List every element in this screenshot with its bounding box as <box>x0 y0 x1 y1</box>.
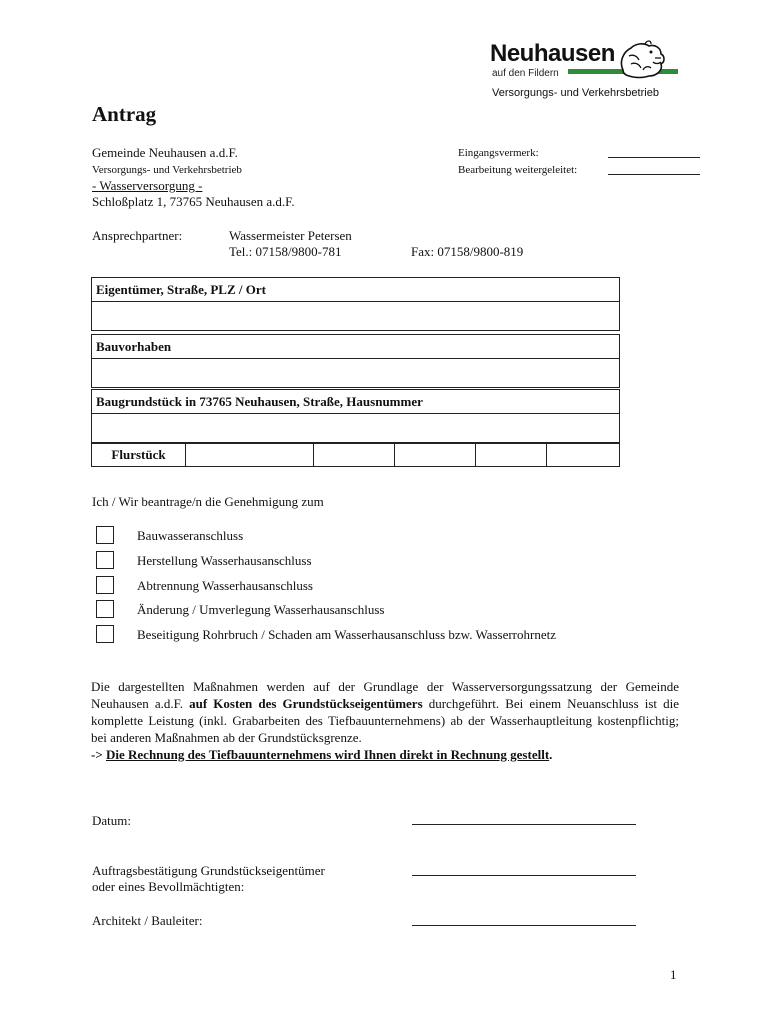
eingangsvermerk-line <box>608 157 700 158</box>
plot-label: Baugrundstück in 73765 Neuhausen, Straße, Hausnummer <box>92 390 619 414</box>
contact-fax: Fax: 07158/9800-819 <box>411 244 524 259</box>
invoice-end: . <box>549 747 553 762</box>
flurstueck-cell[interactable] <box>186 444 314 467</box>
address-division: - Wasserversorgung - <box>92 178 203 193</box>
option-label: Abtrennung Wasserhausanschluss <box>137 578 313 593</box>
bearbeitung-label: Bearbeitung weitergeleitet: <box>458 164 578 176</box>
owner-input[interactable] <box>92 302 619 330</box>
project-input[interactable] <box>92 359 619 387</box>
flurstueck-label: Flurstück <box>92 444 186 467</box>
invoice-text: Die Rechnung des Tiefbauunternehmens wird Ihnen direkt in Rechnung gestellt <box>106 747 550 762</box>
plot-box <box>91 389 620 443</box>
lion-emblem-icon <box>615 40 670 80</box>
checkbox-beseitigung[interactable] <box>96 625 114 643</box>
auftrag-label-2: oder eines Bevollmächtigten: <box>92 879 245 894</box>
page-number: 1 <box>670 967 677 982</box>
owner-label: Eigentümer, Straße, PLZ / Ort <box>92 278 619 302</box>
datum-line[interactable] <box>412 824 636 825</box>
contact-label: Ansprechpartner: <box>92 228 183 243</box>
address-department: Versorgungs- und Verkehrsbetrieb <box>92 164 242 176</box>
page-title: Antrag <box>92 102 157 126</box>
flurstueck-cell[interactable] <box>547 444 620 467</box>
invoice-line <box>91 746 679 763</box>
flurstueck-cell[interactable] <box>314 444 395 467</box>
project-box <box>91 334 620 388</box>
notice-paragraph <box>91 678 679 763</box>
datum-label: Datum: <box>92 813 131 828</box>
notice-text-2: durchgeführt. Bei einem Neuanschluss ist die komplette Leistung (inkl. Grabarbeiten des Tiefbauunternehmens) ab der Wasserhauptleitung kostenpflichtig; bei anderen Maßnahmen ab der Grundstücksgrenze. <box>91 696 680 745</box>
flurstueck-cell[interactable] <box>476 444 547 467</box>
project-label: Bauvorhaben <box>92 335 619 359</box>
option-label: Beseitigung Rohrbruch / Schaden am Wasserhausanschluss bzw. Wasserrohrnetz <box>137 627 556 642</box>
owner-box <box>91 277 620 331</box>
checkbox-aenderung[interactable] <box>96 600 114 618</box>
logo <box>490 40 690 102</box>
contact-name: Wassermeister Petersen <box>229 228 352 243</box>
contact-phone: Tel.: 07158/9800-781 <box>229 244 342 259</box>
bearbeitung-line <box>608 174 700 175</box>
logo-tagline: Versorgungs- und Verkehrsbetrieb <box>492 87 659 99</box>
flurstueck-cell[interactable] <box>395 444 476 467</box>
auftrag-label-1: Auftragsbestätigung Grundstückseigentümer <box>92 863 325 878</box>
option-label: Bauwasseranschluss <box>137 528 244 543</box>
logo-name: Neuhausen <box>490 40 615 67</box>
plot-input[interactable] <box>92 414 619 442</box>
arrow: -> <box>91 747 103 762</box>
option-label: Herstellung Wasserhausanschluss <box>137 553 312 568</box>
intro-text: Ich / Wir beantrage/n die Genehmigung zum <box>92 494 324 509</box>
logo-subtitle: auf den Fildern <box>492 68 559 79</box>
checkbox-herstellung[interactable] <box>96 551 114 569</box>
notice-text-1: Die dargestellten Maßnahmen werden auf der Grundlage der Wasserversorgungssatzung der Gemeinde Neuhausen a.d.F. <box>91 679 679 711</box>
option-label: Änderung / Umverlegung Wasserhausanschluss <box>137 602 385 617</box>
checkbox-bauwasseranschluss[interactable] <box>96 526 114 544</box>
flurstueck-table <box>91 443 620 467</box>
architekt-label: Architekt / Bauleiter: <box>92 913 203 928</box>
eingangsvermerk-label: Eingangsvermerk: <box>458 147 539 159</box>
auftrag-line[interactable] <box>412 875 636 876</box>
checkbox-abtrennung[interactable] <box>96 576 114 594</box>
architekt-line[interactable] <box>412 925 636 926</box>
address-municipality: Gemeinde Neuhausen a.d.F. <box>92 145 238 160</box>
address-street: Schloßplatz 1, 73765 Neuhausen a.d.F. <box>92 194 295 209</box>
notice-bold: auf Kosten des Grundstückseigentümers <box>189 696 423 711</box>
